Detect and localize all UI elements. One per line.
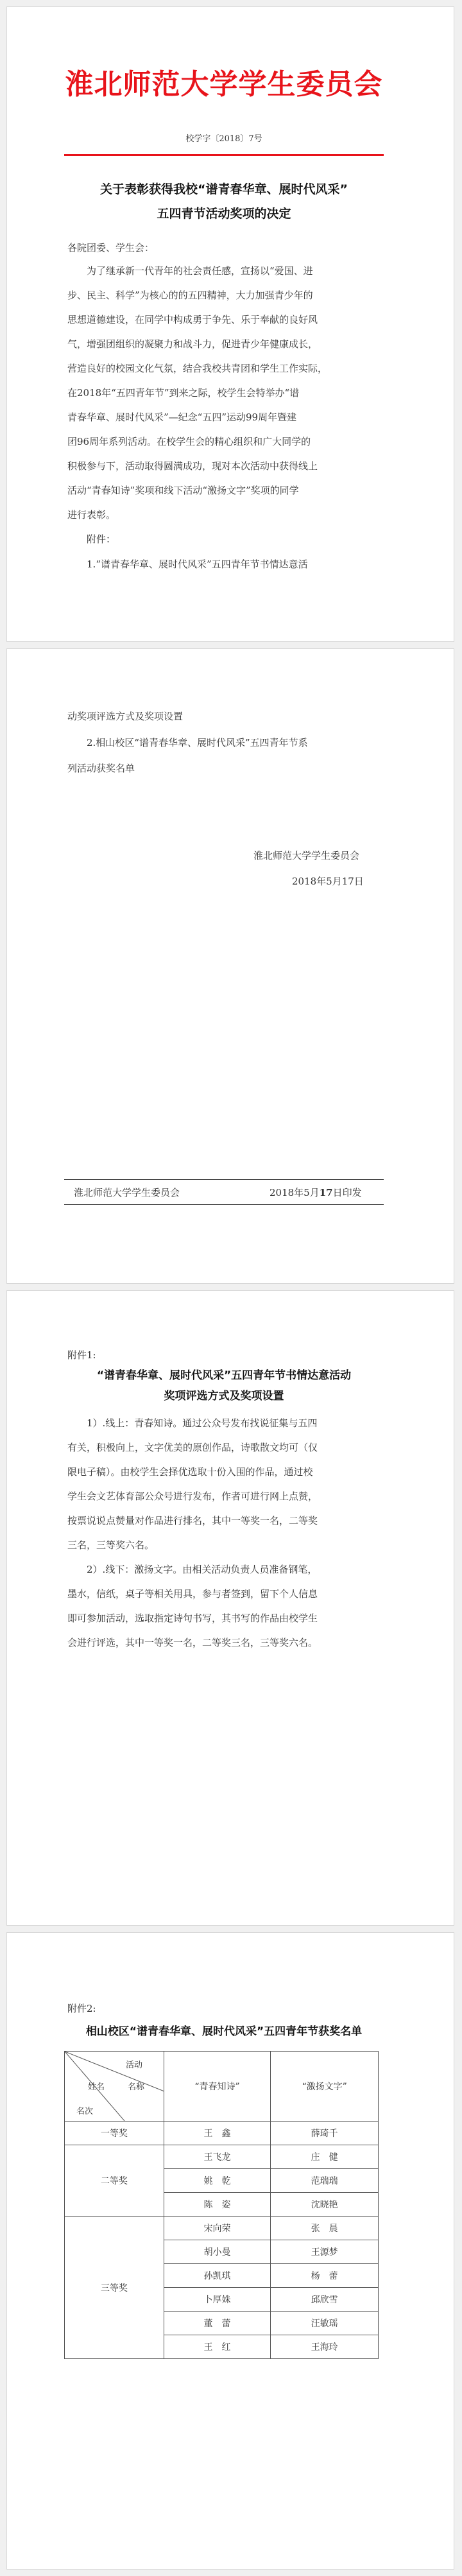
corner-header-cell bbox=[65, 2052, 164, 2122]
attachment-1-line2: 动奖项评选方式及奖项设置 bbox=[67, 711, 184, 722]
attachment-2-line1: 2.相山校区“谱青春华章、展时代风采”五四青年节系 bbox=[87, 737, 308, 748]
paragraph-line: 步、民主、科学”为核心的的五四精神，大力加强青少年的 bbox=[67, 290, 313, 301]
offline-winner: 汪敏瑶 bbox=[271, 2312, 379, 2335]
appendix1-line: 1）.线上：青春知诗。通过公众号发布找说征集与五四 bbox=[87, 1417, 318, 1429]
appendix1-line: 会进行评选，其中一等奖一名，二等奖三名，三等奖六名。 bbox=[67, 1637, 318, 1648]
paragraph-line: 营造良好的校园文化气氛，结合我校共青团和学生工作实际， bbox=[67, 363, 328, 374]
footer-top-rule bbox=[64, 1179, 384, 1180]
online-winner: 胡小曼 bbox=[164, 2240, 271, 2264]
corner-rank-label: 名次 bbox=[76, 2107, 94, 2116]
col-header-offline: “激扬文字” bbox=[271, 2052, 379, 2122]
online-winner: 王飞龙 bbox=[164, 2145, 271, 2169]
paragraph-line: 为了继承新一代青年的社会责任感，宣扬以“爱国、进 bbox=[87, 265, 313, 277]
corner-activity-label: 活动 bbox=[126, 2061, 143, 2070]
appendix1-line: 2）.线下：激扬文字。由相关活动负责人员准备钢笔， bbox=[87, 1564, 318, 1575]
appendix1-line: 三名，三等奖六名。 bbox=[67, 1539, 155, 1551]
awards-table bbox=[64, 2051, 379, 2359]
footer-bottom-rule bbox=[64, 1204, 384, 1205]
col-header-online: “青春知诗” bbox=[164, 2052, 271, 2122]
appendix2-title: 相山校区“谱青春华章、展时代风采”五四青年节获奖名单 bbox=[85, 2025, 363, 2038]
footer-org: 淮北师范大学学生委员会 bbox=[74, 1187, 180, 1198]
paragraph-line: 在2018年“五四青年节”到来之际，校学生会特举办“谱 bbox=[67, 387, 300, 399]
paragraph-line: 积极参与下，活动取得圆满成功，现对本次活动中获得线上 bbox=[67, 460, 318, 472]
offline-winner: 张 晨 bbox=[271, 2217, 379, 2240]
appendix1-title-line1: “谱青春华章、展时代风采”五四青年节书情达意活动 bbox=[96, 1369, 352, 1382]
footer-date-suffix: 日印发 bbox=[332, 1187, 362, 1198]
attachments-label: 附件： bbox=[87, 533, 116, 545]
online-winner: 王 红 bbox=[164, 2335, 271, 2359]
third-prize-label: 三等奖 bbox=[65, 2217, 164, 2359]
org-red-title: 淮北师范大学学生委员会 bbox=[65, 68, 383, 101]
offline-winner: 邱欣雪 bbox=[271, 2288, 379, 2312]
appendix2-label: 附件2: bbox=[67, 2003, 96, 2014]
attachment-1-line1: 1.“谱青春华章、展时代风采”五四青年节书情达意活 bbox=[87, 558, 308, 570]
paragraph-line: 活动“青春知诗”奖项和线下活动“激扬文字”奖项的同学 bbox=[67, 485, 299, 496]
decision-title-line1: 关于表彰获得我校“谱青春华章、展时代风采” bbox=[100, 182, 348, 196]
appendix1-line: 有关，积极向上，文字优美的原创作品，诗歌散文均可（仅 bbox=[67, 1442, 318, 1453]
offline-winner: 庄 健 bbox=[271, 2145, 379, 2169]
offline-winner: 薛琦千 bbox=[271, 2122, 379, 2145]
appendix1-label: 附件1: bbox=[67, 1349, 96, 1361]
table-header-row bbox=[65, 2052, 379, 2122]
offline-winner: 王海玲 bbox=[271, 2335, 379, 2359]
corner-award-label: 名称 bbox=[128, 2082, 145, 2092]
signature-org: 淮北师范大学学生委员会 bbox=[253, 850, 360, 861]
paragraph-line: 气，增强团组织的凝聚力和战斗力，促进青少年健康成长， bbox=[67, 338, 318, 350]
doc-number: 校学字〔2018〕7号 bbox=[185, 134, 262, 144]
footer-date bbox=[270, 1186, 362, 1199]
online-winner: 卜厚姝 bbox=[164, 2288, 271, 2312]
corner-name-label: 姓名 bbox=[88, 2082, 105, 2092]
table-row bbox=[65, 2145, 379, 2169]
table-row bbox=[65, 2217, 379, 2240]
appendix1-title-line2: 奖项评选方式及奖项设置 bbox=[164, 1390, 284, 1403]
appendix1-line: 即可参加活动，选取指定诗句书写，其书写的作品由校学生 bbox=[67, 1612, 318, 1624]
signature-date: 2018年5月17日 bbox=[292, 876, 364, 887]
paragraph-line: 青春华章、展时代风采”—纪念“五四”运动99周年暨建 bbox=[67, 411, 297, 423]
online-winner: 董 蕾 bbox=[164, 2312, 271, 2335]
diagonal-line-upper bbox=[65, 2052, 164, 2091]
appendix1-body bbox=[67, 1411, 388, 1655]
footer-date-day: 17 bbox=[319, 1187, 333, 1198]
online-winner: 孙凯琪 bbox=[164, 2264, 271, 2288]
online-winner: 姚 乾 bbox=[164, 2169, 271, 2193]
appendix1-line: 墨水，信纸，桌子等相关用具，参与者签到，留下个人信息 bbox=[67, 1588, 318, 1600]
second-prize-label: 二等奖 bbox=[65, 2145, 164, 2217]
offline-winner: 沈晓艳 bbox=[271, 2193, 379, 2217]
footer-date-prefix: 2018年5月 bbox=[270, 1187, 320, 1198]
online-winner: 王 鑫 bbox=[164, 2122, 271, 2145]
offline-winner: 杨 蕾 bbox=[271, 2264, 379, 2288]
red-divider bbox=[64, 154, 384, 156]
online-winner: 陈 姿 bbox=[164, 2193, 271, 2217]
offline-winner: 王源梦 bbox=[271, 2240, 379, 2264]
table-row bbox=[65, 2122, 379, 2145]
decision-paragraph bbox=[67, 259, 388, 527]
first-prize-label: 一等奖 bbox=[65, 2122, 164, 2145]
appendix1-line: 按票说说点赞量对作品进行排名，其中一等奖一名，二等奖 bbox=[67, 1515, 318, 1526]
online-winner: 宋向荣 bbox=[164, 2217, 271, 2240]
appendix1-line: 学生会文艺体育部公众号进行发布，作者可进行网上点赞， bbox=[67, 1491, 318, 1502]
offline-winner: 范瑞瑞 bbox=[271, 2169, 379, 2193]
paragraph-line: 团96周年系列活动。在校学生会的精心组织和广大同学的 bbox=[67, 436, 311, 447]
salutation: 各院团委、学生会： bbox=[67, 242, 155, 254]
attachment-2-line2: 列活动获奖名单 bbox=[67, 763, 135, 774]
paragraph-line: 进行表彰。 bbox=[67, 509, 116, 521]
decision-title-line2: 五四青节活动奖项的决定 bbox=[157, 207, 291, 221]
paragraph-line: 思想道德建设，在同学中构成勇于争先、乐于奉献的良好风 bbox=[67, 314, 318, 325]
appendix1-line: 限电子稿）。由校学生会择优选取十份入围的作品，通过校 bbox=[67, 1466, 313, 1478]
